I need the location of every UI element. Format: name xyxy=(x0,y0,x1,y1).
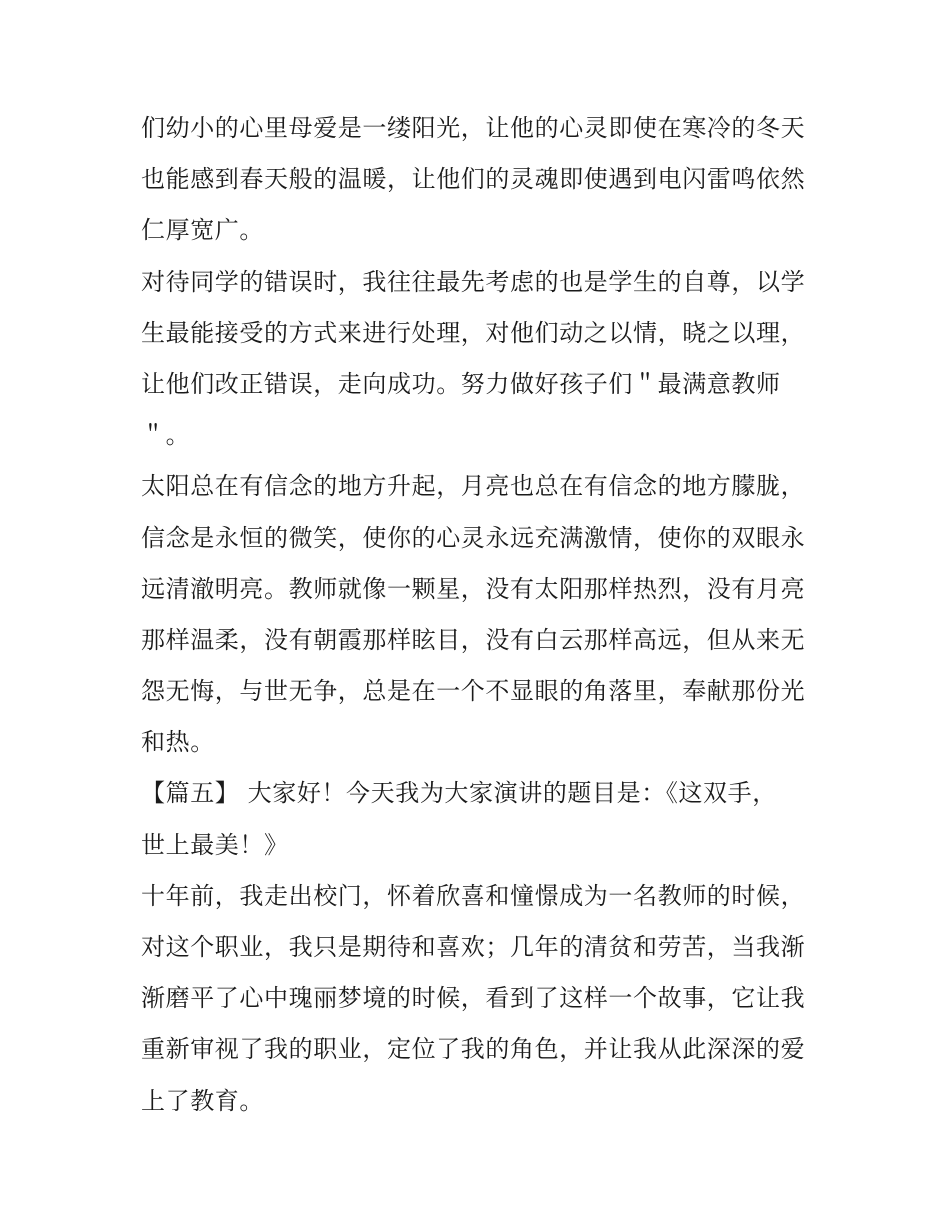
text-line: 太阳总在有信念的地方升起，月亮也总在有信念的地方朦胧， xyxy=(141,472,806,501)
text-line: 怨无悔，与世无争，总是在一个不显眼的角落里，奉献那份光 xyxy=(141,677,806,706)
text-line: 仁厚宽广。 xyxy=(141,216,264,245)
text-line: 也能感到春天般的温暖，让他们的灵魂即使遇到电闪雷鸣依然 xyxy=(141,165,806,194)
text-line: 对待同学的错误时，我往往最先考虑的也是学生的自尊，以学 xyxy=(141,267,806,296)
text-line: 重新审视了我的职业，定位了我的角色，并让我从此深深的爱 xyxy=(141,1035,806,1064)
text-line: 对这个职业，我只是期待和喜欢；几年的清贫和劳苦，当我渐 xyxy=(141,933,806,961)
section-heading-line: 世上最美！》 xyxy=(141,830,289,859)
document-body xyxy=(141,103,821,1127)
text-line: 生最能接受的方式来进行处理，对他们动之以情，晓之以理， xyxy=(141,318,806,347)
text-line: 远清澈明亮。教师就像一颗星，没有太阳那样热烈，没有月亮 xyxy=(141,574,806,603)
text-line: 们幼小的心里母爱是一缕阳光，让他的心灵即使在寒冷的冬天 xyxy=(141,114,806,142)
text-line: 信念是永恒的微笑，使你的心灵永远充满激情，使你的双眼永 xyxy=(141,523,806,552)
text-line: 十年前，我走出校门，怀着欣喜和憧憬成为一名教师的时候， xyxy=(141,881,806,910)
text-line: 那样温柔，没有朝霞那样眩目，没有白云那样高远，但从来无 xyxy=(141,625,806,654)
section-heading-line: 【篇五】 大家好！今天我为大家演讲的题目是：《这双手， xyxy=(141,779,777,808)
text-line: 渐磨平了心中瑰丽梦境的时候，看到了这样一个故事，它让我 xyxy=(141,984,806,1013)
text-line: ＂。 xyxy=(141,421,191,450)
text-line: 上了教育。 xyxy=(141,1086,264,1115)
text-line: 让他们改正错误，走向成功。努力做好孩子们＂最满意教师 xyxy=(141,369,781,398)
text-line: 和热。 xyxy=(141,728,215,757)
